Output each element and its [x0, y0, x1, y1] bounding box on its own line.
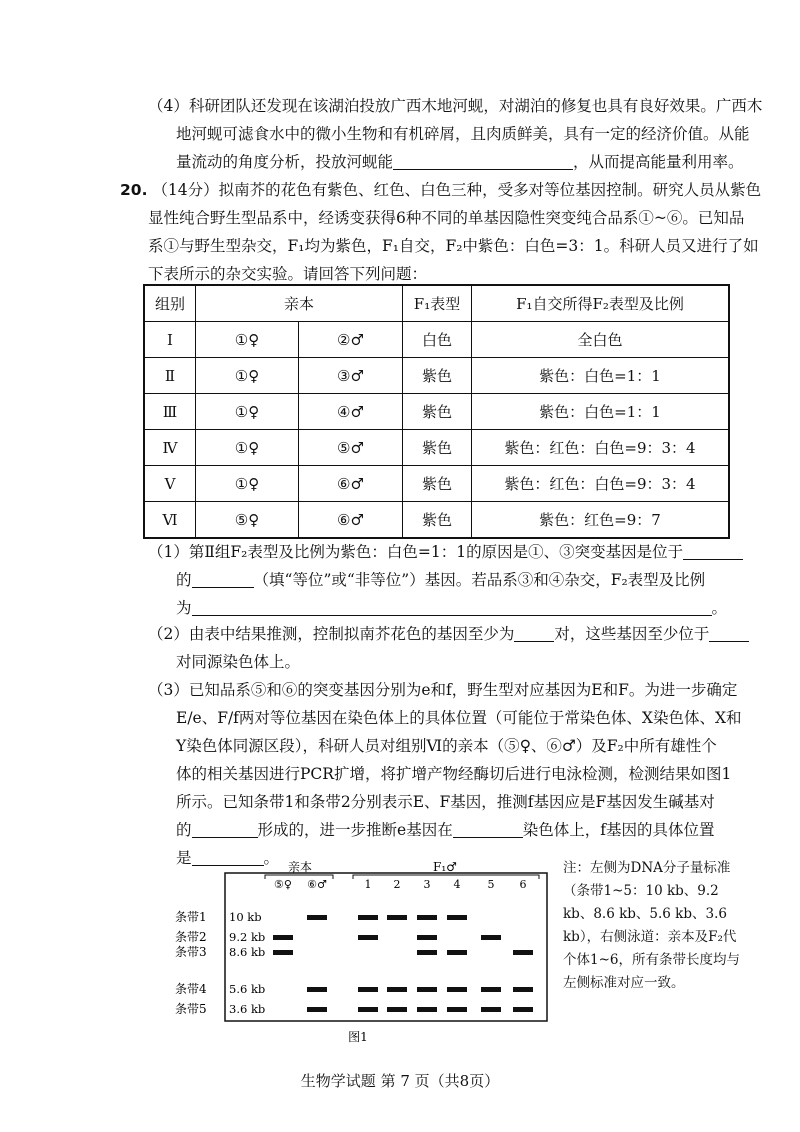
- gel-band: [273, 935, 293, 940]
- q20-line-1-text: （14分）拟南芥的花色有紫色、红色、白色三种，受多对等位基因控制。研究人员从紫色: [152, 181, 762, 199]
- band-size-label: 9.2 kb: [229, 930, 266, 944]
- sub1-line-3: [148, 594, 748, 622]
- gel-band: [447, 987, 467, 992]
- q20-line-2: 显性纯合野生型品系中，经诱变获得6种不同的单基因隐性突变纯合品系①~⑥。已知品: [148, 209, 745, 227]
- sub1-line-3-a: 为: [176, 599, 192, 617]
- gel-band: [481, 987, 501, 992]
- sub3-line-2: E/e、F/f两对等位基因在染色体上的具体位置（可能位于常染色体、X染色体、X和: [176, 709, 742, 727]
- gel-band: [481, 1007, 501, 1012]
- header-f2: F₁自交所得F₂表型及比例: [472, 285, 730, 322]
- sub3-line-7-b: 。: [263, 849, 280, 867]
- cell-female: ⑤♀: [196, 502, 299, 539]
- band-name-label: 条带4: [175, 982, 207, 996]
- answer-blank[interactable]: [192, 571, 254, 588]
- q4-line-2: 地河蚬可滤食水中的微小生物和有机碎屑，且肉质鲜美，具有一定的经济价值。从能: [176, 125, 750, 143]
- sub-question-2: [148, 620, 748, 676]
- answer-blank[interactable]: [453, 821, 523, 838]
- cell-f2: 紫色：红色：白色=9：3：4: [472, 466, 730, 502]
- cell-female: ①♀: [196, 394, 299, 430]
- sub3-line-1: （3）已知品系⑤和⑥的突变基因分别为e和f，野生型对应基因为E和F。为进一步确定: [148, 681, 738, 699]
- band-size-label: 5.6 kb: [229, 982, 266, 996]
- cell-f1: 紫色: [403, 502, 472, 539]
- header-group: 组别: [144, 285, 196, 322]
- sub3-line-6-a: 的: [176, 821, 192, 839]
- cell-female: ①♀: [196, 430, 299, 466]
- sub-question-3: [148, 676, 748, 872]
- band-name-label: 条带3: [175, 945, 207, 959]
- cell-group: Ⅰ: [144, 322, 196, 358]
- cell-f2: 紫色：红色=9：7: [472, 502, 730, 539]
- gel-band: [307, 915, 327, 920]
- table-row: [144, 430, 729, 466]
- gel-band: [513, 1007, 533, 1012]
- cell-group: Ⅱ: [144, 358, 196, 394]
- table-row: [144, 466, 729, 502]
- cell-f2: 紫色：白色=1：1: [472, 358, 730, 394]
- cell-group: Ⅲ: [144, 394, 196, 430]
- cell-male: ⑥♂: [299, 502, 403, 539]
- cell-f1: 紫色: [403, 394, 472, 430]
- gel-band: [387, 915, 407, 920]
- table-row: [144, 502, 729, 539]
- cell-male: ⑤♂: [299, 430, 403, 466]
- f1-label: F₁♂: [433, 861, 457, 874]
- answer-blank[interactable]: [709, 625, 749, 642]
- cell-group: Ⅳ: [144, 430, 196, 466]
- gel-band: [358, 935, 378, 940]
- gel-bands: [273, 915, 533, 1012]
- cell-female: ①♀: [196, 466, 299, 502]
- sub2-line-2: 对同源染色体上。: [176, 653, 301, 671]
- cell-f1: 紫色: [403, 466, 472, 502]
- lane-label-parent: ⑤♀: [274, 878, 292, 891]
- answer-blank[interactable]: [192, 599, 712, 616]
- gel-band: [481, 935, 501, 940]
- figure-title: 图1: [348, 1030, 368, 1044]
- sub3-line-4: 体的相关基因进行PCR扩增，将扩增产物经酶切后进行电泳检测，检测结果如图1: [176, 765, 732, 783]
- sub-question-1: [148, 538, 748, 622]
- gel-band: [417, 1007, 437, 1012]
- lane-label-f1: 4: [453, 878, 461, 891]
- answer-blank[interactable]: [393, 153, 573, 170]
- q4-line-3-a: 量流动的角度分析，投放河蚬能: [176, 153, 394, 171]
- question-20-stem: [120, 176, 762, 288]
- cell-f1: 紫色: [403, 358, 472, 394]
- table-header-row: [144, 285, 729, 322]
- sub3-line-7-a: 是: [176, 849, 192, 867]
- sub1-line-1: [148, 538, 748, 566]
- cell-male: ⑥♂: [299, 466, 403, 502]
- answer-blank[interactable]: [192, 821, 258, 838]
- sub1-line-2-b: （填“等位”或“非等位”）基因。若品系③和④杂交，F₂表型及比例: [253, 571, 706, 589]
- table-row: [144, 358, 729, 394]
- lane-label-f1: 1: [364, 878, 372, 891]
- cell-female: ①♀: [196, 358, 299, 394]
- cell-f2: 全白色: [472, 322, 730, 358]
- sub2-line-1-a: （2）由表中结果推测，控制拟南芥花色的基因至少为: [148, 625, 515, 643]
- sub2-line-1-b: 对，这些基因至少位于: [554, 625, 710, 643]
- gel-band: [513, 987, 533, 992]
- cell-male: ④♂: [299, 394, 403, 430]
- cell-f1: 白色: [403, 322, 472, 358]
- cell-f2: 紫色：红色：白色=9：3：4: [472, 430, 730, 466]
- cell-group: Ⅵ: [144, 502, 196, 539]
- gel-band: [307, 1007, 327, 1012]
- cross-table: [143, 284, 730, 539]
- cell-f2: 紫色：白色=1：1: [472, 394, 730, 430]
- cell-male: ②♂: [299, 322, 403, 358]
- lane-label-f1: 3: [423, 878, 431, 891]
- band-name-label: 条带1: [175, 910, 207, 924]
- q20-line-1: [120, 176, 762, 204]
- q4-line-3: [148, 148, 748, 176]
- sub3-line-3: Y染色体同源区段），科研人员对组别Ⅵ的亲本（⑤♀、⑥♂）及F₂中所有雄性个: [176, 737, 717, 755]
- band-size-label: 8.6 kb: [229, 945, 266, 959]
- band-name-label: 条带2: [175, 930, 207, 944]
- gel-band: [358, 987, 378, 992]
- gel-band: [358, 1007, 378, 1012]
- header-f1: F₁表型: [403, 285, 472, 322]
- gel-band: [358, 915, 378, 920]
- gel-band: [417, 915, 437, 920]
- table-row: [144, 394, 729, 430]
- sub3-line-6-b: 形成的，进一步推断e基因在: [257, 821, 453, 839]
- sub3-line-5: 所示。已知条带1和条带2分别表示E、F基因，推测f基因应是F基因发生碱基对: [176, 793, 715, 811]
- gel-band: [387, 1007, 407, 1012]
- answer-blank[interactable]: [514, 625, 554, 642]
- gel-band: [417, 935, 437, 940]
- sub2-line-1: [148, 620, 748, 648]
- cell-female: ①♀: [196, 322, 299, 358]
- question-number: 20.: [120, 181, 148, 199]
- answer-blank[interactable]: [683, 543, 743, 560]
- cell-male: ③♂: [299, 358, 403, 394]
- header-parents: 亲本: [196, 285, 403, 322]
- page-footer: 生物学试题 第 7 页（共8页）: [300, 1072, 500, 1090]
- gel-band: [447, 950, 467, 955]
- lane-bracket: [265, 875, 539, 879]
- gel-band: [417, 987, 437, 992]
- sub1-line-2: [148, 566, 748, 594]
- sub3-line-6: [148, 816, 748, 844]
- q20-line-3: 系①与野生型杂交，F₁均为紫色，F₁自交，F₂中紫色：白色=3：1。科研人员又进行了如: [148, 237, 759, 255]
- gel-band: [417, 950, 437, 955]
- sub1-line-1-text: （1）第Ⅱ组F₂表型及比例为紫色：白色=1：1的原因是①、③突变基因是位于: [148, 543, 684, 561]
- gel-band: [387, 987, 407, 992]
- lane-label-parent: ⑥♂: [307, 878, 327, 891]
- cell-f1: 紫色: [403, 430, 472, 466]
- gel-frame: [225, 873, 547, 1021]
- band-name-label: 条带5: [175, 1002, 207, 1016]
- q4-line-3-b: ，从而提高能量利用率。: [573, 153, 744, 171]
- gel-band: [513, 950, 533, 955]
- sub1-line-2-a: 的: [176, 571, 192, 589]
- electrophoresis-figure: [173, 861, 553, 1046]
- cell-group: Ⅴ: [144, 466, 196, 502]
- gel-band: [447, 1007, 467, 1012]
- lane-label-f1: 5: [487, 878, 495, 891]
- band-size-label: 10 kb: [229, 910, 262, 924]
- table-row: [144, 322, 729, 358]
- question-4: [148, 92, 763, 176]
- sub1-line-3-b: 。: [711, 599, 728, 617]
- band-size-label: 3.6 kb: [229, 1002, 266, 1016]
- q4-line-1: （4）科研团队还发现在该湖泊投放广西木地河蚬，对湖泊的修复也具有良好效果。广西木: [148, 97, 763, 115]
- figure-note: 注：左侧为DNA分子量标准（条带1~5：10 kb、9.2 kb、8.6 kb、5.6 kb、3.6 kb），右侧泳道：亲本及F₂代个体1~6，所有条带长度均与左侧标准对应一致。: [563, 860, 740, 991]
- lane-label-f1: 6: [519, 878, 527, 891]
- gel-band: [447, 915, 467, 920]
- q20-line-4: 下表所示的杂交实验。请回答下列问题：: [148, 265, 428, 283]
- gel-band: [307, 987, 327, 992]
- lane-label-f1: 2: [393, 878, 401, 891]
- parent-label: 亲本: [287, 861, 313, 874]
- sub3-line-6-c: 染色体上，f基因的具体位置: [522, 821, 715, 839]
- gel-band: [273, 950, 293, 955]
